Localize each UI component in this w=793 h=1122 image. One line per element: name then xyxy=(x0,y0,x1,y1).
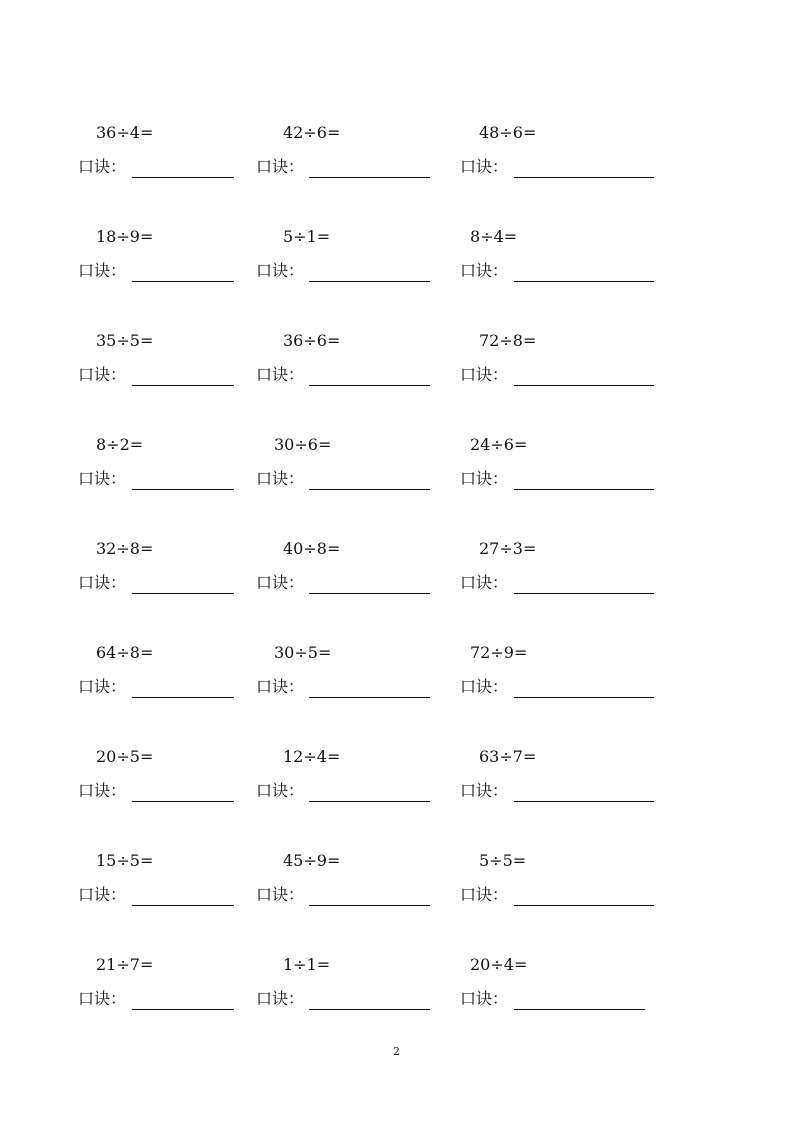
worksheet-row xyxy=(0,538,793,618)
koujue-label: 口诀： xyxy=(460,365,509,384)
answer-blank[interactable] xyxy=(514,593,654,594)
koujue-label: 口诀： xyxy=(460,469,509,488)
koujue-label: 口诀： xyxy=(460,885,509,904)
division-problem: 5÷5= xyxy=(479,851,527,870)
answer-blank[interactable] xyxy=(309,801,430,802)
division-problem: 30÷5= xyxy=(274,643,332,662)
answer-blank[interactable] xyxy=(309,281,430,282)
division-problem: 20÷4= xyxy=(470,955,528,974)
worksheet-row xyxy=(0,642,793,722)
koujue-label: 口诀： xyxy=(78,573,127,592)
division-problem: 1÷1= xyxy=(283,955,331,974)
answer-blank[interactable] xyxy=(132,177,234,178)
koujue-label: 口诀： xyxy=(78,157,127,176)
division-problem: 30÷6= xyxy=(274,435,332,454)
koujue-label: 口诀： xyxy=(256,989,305,1008)
answer-blank[interactable] xyxy=(514,697,654,698)
division-problem: 32÷8= xyxy=(96,539,154,558)
koujue-label: 口诀： xyxy=(460,157,509,176)
koujue-label: 口诀： xyxy=(460,677,509,696)
koujue-label: 口诀： xyxy=(256,573,305,592)
koujue-label: 口诀： xyxy=(78,677,127,696)
answer-blank[interactable] xyxy=(132,905,234,906)
division-problem: 8÷4= xyxy=(470,227,518,246)
koujue-label: 口诀： xyxy=(78,261,127,280)
division-problem: 48÷6= xyxy=(479,123,537,142)
division-problem: 5÷1= xyxy=(283,227,331,246)
division-problem: 27÷3= xyxy=(479,539,537,558)
answer-blank[interactable] xyxy=(514,1009,645,1010)
koujue-label: 口诀： xyxy=(460,261,509,280)
koujue-label: 口诀： xyxy=(78,989,127,1008)
answer-blank[interactable] xyxy=(514,177,654,178)
worksheet-row xyxy=(0,954,793,1034)
division-problem: 8÷2= xyxy=(96,435,144,454)
division-problem: 15÷5= xyxy=(96,851,154,870)
answer-blank[interactable] xyxy=(132,697,234,698)
koujue-label: 口诀： xyxy=(460,781,509,800)
koujue-label: 口诀： xyxy=(78,885,127,904)
answer-blank[interactable] xyxy=(309,489,430,490)
answer-blank[interactable] xyxy=(132,385,234,386)
division-problem: 21÷7= xyxy=(96,955,154,974)
koujue-label: 口诀： xyxy=(460,573,509,592)
answer-blank[interactable] xyxy=(309,697,430,698)
koujue-label: 口诀： xyxy=(78,469,127,488)
koujue-label: 口诀： xyxy=(256,677,305,696)
answer-blank[interactable] xyxy=(309,905,430,906)
answer-blank[interactable] xyxy=(514,801,654,802)
worksheet-row xyxy=(0,122,793,202)
answer-blank[interactable] xyxy=(132,1009,234,1010)
answer-blank[interactable] xyxy=(132,489,234,490)
koujue-label: 口诀： xyxy=(256,469,305,488)
division-problem: 72÷9= xyxy=(470,643,528,662)
answer-blank[interactable] xyxy=(132,801,234,802)
answer-blank[interactable] xyxy=(309,385,430,386)
answer-blank[interactable] xyxy=(309,593,430,594)
division-problem: 63÷7= xyxy=(479,747,537,766)
worksheet-row xyxy=(0,226,793,306)
koujue-label: 口诀： xyxy=(78,365,127,384)
worksheet-row xyxy=(0,850,793,930)
answer-blank[interactable] xyxy=(514,905,654,906)
koujue-label: 口诀： xyxy=(256,885,305,904)
answer-blank[interactable] xyxy=(132,281,234,282)
division-problem: 20÷5= xyxy=(96,747,154,766)
worksheet-row xyxy=(0,434,793,514)
koujue-label: 口诀： xyxy=(256,157,305,176)
division-problem: 12÷4= xyxy=(283,747,341,766)
division-problem: 35÷5= xyxy=(96,331,154,350)
answer-blank[interactable] xyxy=(514,385,654,386)
answer-blank[interactable] xyxy=(514,489,654,490)
answer-blank[interactable] xyxy=(309,177,430,178)
worksheet-row xyxy=(0,746,793,826)
division-problem: 18÷9= xyxy=(96,227,154,246)
answer-blank[interactable] xyxy=(514,281,654,282)
division-problem: 40÷8= xyxy=(283,539,341,558)
division-problem: 36÷4= xyxy=(96,123,154,142)
division-problem: 42÷6= xyxy=(283,123,341,142)
division-problem: 72÷8= xyxy=(479,331,537,350)
answer-blank[interactable] xyxy=(309,1009,430,1010)
koujue-label: 口诀： xyxy=(256,261,305,280)
koujue-label: 口诀： xyxy=(256,365,305,384)
koujue-label: 口诀： xyxy=(256,781,305,800)
page-number: 2 xyxy=(393,1045,400,1058)
division-problem: 45÷9= xyxy=(283,851,341,870)
koujue-label: 口诀： xyxy=(78,781,127,800)
division-problem: 64÷8= xyxy=(96,643,154,662)
division-problem: 24÷6= xyxy=(470,435,528,454)
worksheet-row xyxy=(0,330,793,410)
koujue-label: 口诀： xyxy=(460,989,509,1008)
division-problem: 36÷6= xyxy=(283,331,341,350)
answer-blank[interactable] xyxy=(132,593,234,594)
